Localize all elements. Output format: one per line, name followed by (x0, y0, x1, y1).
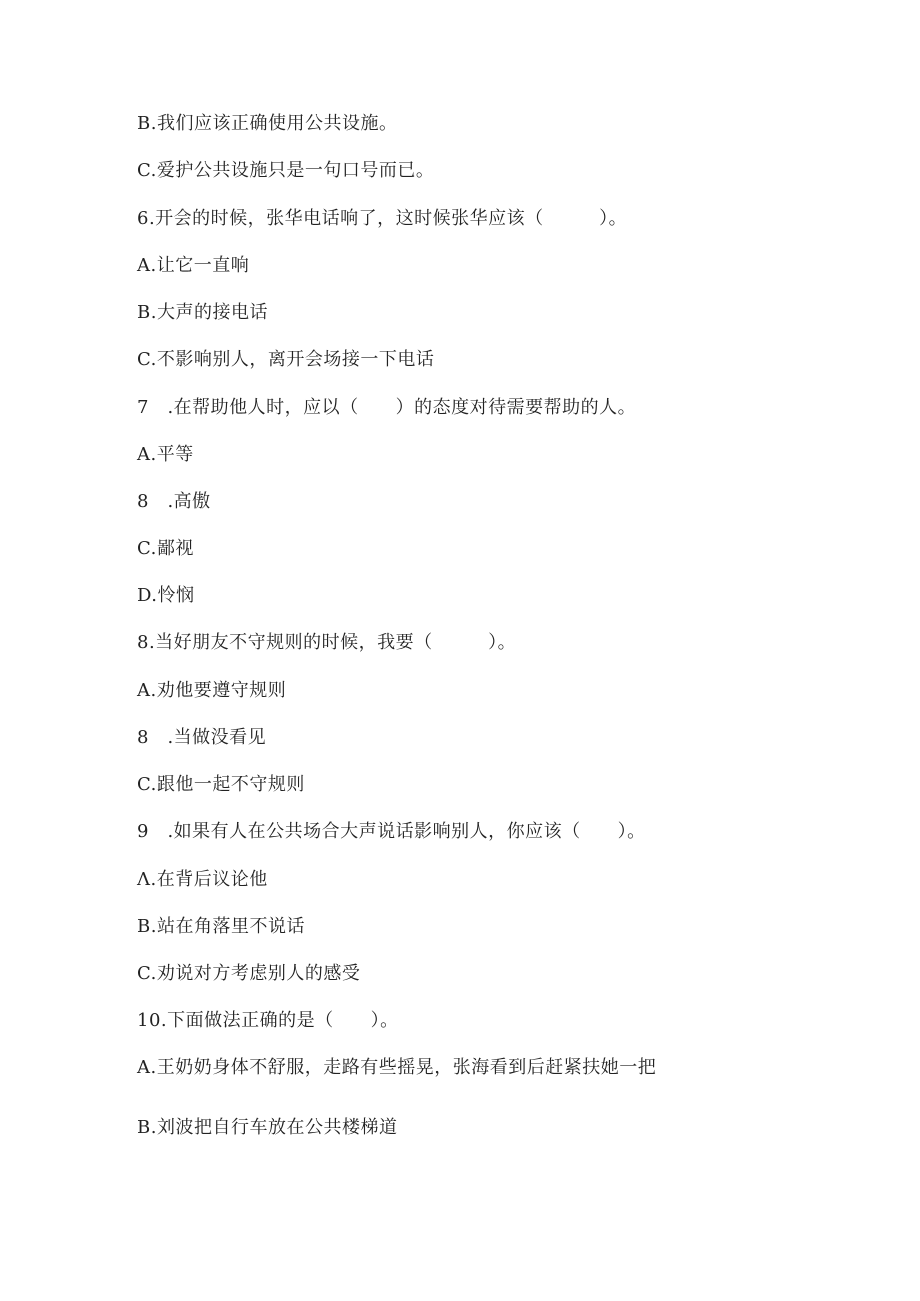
option-9a: Λ.在背后议论他 (137, 869, 268, 890)
option-6c: C.不影响别人，离开会场接一下电话 (137, 349, 435, 370)
option-10a: A.王奶奶身体不舒服，走路有些摇晃，张海看到后赶紧扶她一把 (137, 1057, 657, 1078)
option-8b: 8 .当做没看见 (137, 727, 267, 748)
option-8c: C.跟他一起不守规则 (137, 774, 305, 795)
question-8: 8.当好朋友不守规则的时候，我要（ ）。 (137, 632, 517, 653)
option-9b: B.站在角落里不说话 (137, 916, 305, 937)
option-6b: B.大声的接电话 (137, 302, 268, 323)
option-10b: B.刘波把自行车放在公共楼梯道 (137, 1117, 398, 1138)
option-7d: D.怜悯 (137, 585, 195, 606)
option-7a: A.平等 (137, 444, 194, 465)
question-7: 7 .在帮助他人时，应以（ ）的态度对待需要帮助的人。 (137, 397, 637, 418)
question-9: 9 .如果有人在公共场合大声说话影响别人，你应该（ ）。 (137, 821, 646, 842)
question-6: 6.开会的时候，张华电话响了，这时候张华应该（ ）。 (137, 208, 628, 229)
question-10: 10.下面做法正确的是（ ）。 (137, 1010, 399, 1031)
option-7c: C.鄙视 (137, 538, 194, 559)
option-5b: B.我们应该正确使用公共设施。 (137, 113, 398, 134)
option-5c: C.爱护公共设施只是一句口号而已。 (137, 160, 435, 181)
option-6a: A.让它一直响 (137, 255, 250, 276)
option-7b: 8 .高傲 (137, 491, 211, 512)
option-9c: C.劝说对方考虑别人的感受 (137, 963, 361, 984)
option-8a: A.劝他要遵守规则 (137, 680, 287, 701)
